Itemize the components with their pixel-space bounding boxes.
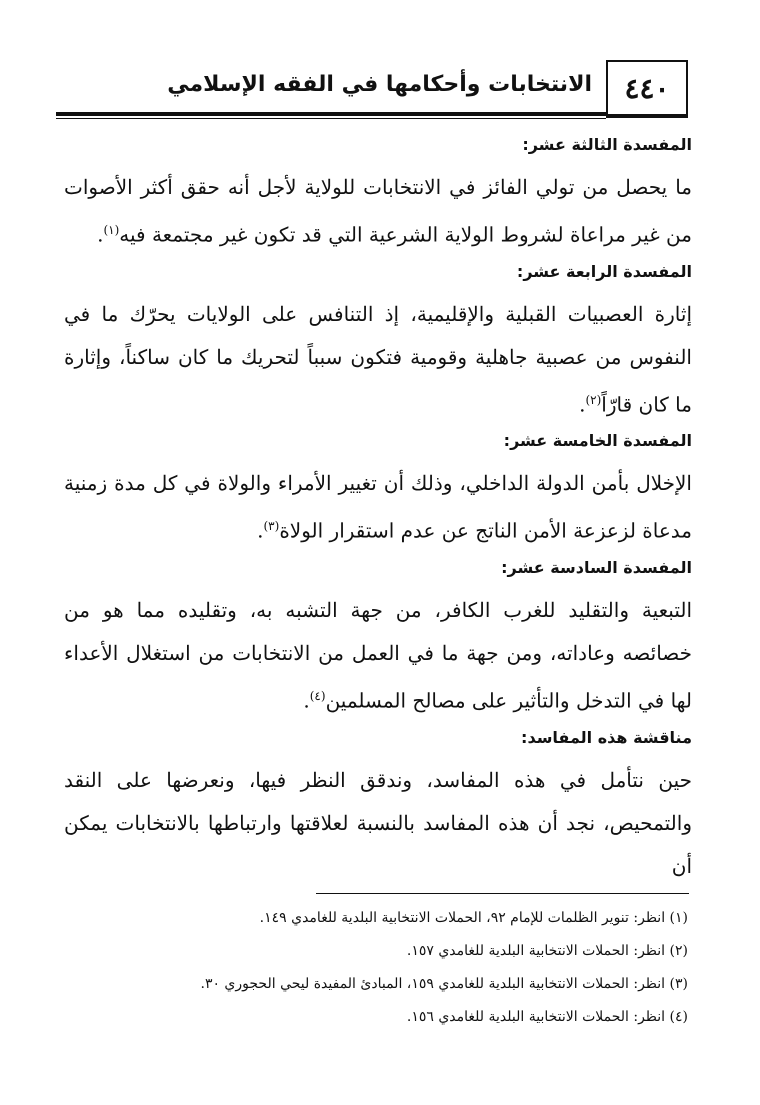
section-paragraph bbox=[64, 759, 692, 888]
footnote-ref: (١) bbox=[103, 223, 120, 237]
paragraph-text: التبعية والتقليد للغرب الكافر، من جهة التشبه به، وتقليده مما هو من خصائصه وعاداته، ومن جهة ما في العمل من الانتخابات من استغلال الأعداء لها في التدخل والتأثير على مصالح المسلمين bbox=[64, 597, 692, 713]
section-paragraph bbox=[64, 293, 692, 427]
paragraph-end: . bbox=[257, 518, 264, 543]
page-number: ٤٤٠ bbox=[606, 60, 688, 118]
paragraph-end: . bbox=[97, 222, 104, 247]
footnote: (١) انظر: تنوير الظلمات للإمام ٩٢، الحملات الانتخابية البلدية للغامدي ١٤٩. bbox=[259, 910, 688, 926]
running-title: الانتخابات وأحكامها في الفقه الإسلامي bbox=[167, 72, 592, 97]
paragraph-text: إثارة العصبيات القبلية والإقليمية، إذ التنافس على الولايات يحرّك ما في النفوس من عصبية جاهلية وقومية فتكون سبباً لتحريك ما كان ساكناً، وإثارة ما كان قارّاً bbox=[64, 301, 692, 417]
section-heading: المفسدة الثالثة عشر: bbox=[522, 135, 692, 154]
section-heading: المفسدة السادسة عشر: bbox=[501, 557, 692, 577]
section-heading: مناقشة هذه المفاسد: bbox=[521, 727, 692, 747]
footnote: (٣) انظر: الحملات الانتخابية البلدية للغامدي ١٥٩، المبادئ المفيدة ليحي الحجوري ٣٠. bbox=[200, 976, 688, 992]
main-text bbox=[64, 132, 692, 888]
section bbox=[64, 428, 692, 553]
section bbox=[64, 132, 692, 257]
paragraph-text: الإخلال بأمن الدولة الداخلي، وذلك أن تغيير الأمراء والولاة في كل مدة زمنية مدعاة لزعزعة الأمن الناتج عن عدم استقرار الولاة bbox=[64, 471, 692, 543]
section bbox=[64, 259, 692, 427]
section-heading: المفسدة الخامسة عشر: bbox=[503, 431, 692, 451]
footnotes bbox=[64, 902, 688, 1034]
section-paragraph bbox=[64, 589, 692, 723]
running-header bbox=[56, 60, 688, 122]
footnote-ref: (٢) bbox=[585, 392, 602, 407]
footnote-separator bbox=[316, 893, 689, 894]
paragraph-end: . bbox=[303, 688, 310, 713]
paragraph-text: ما يحصل من تولي الفائز في الانتخابات للولاية لأجل أنه حقق أكثر الأصوات من غير مراعاة لشروط الولاية الشرعية التي قد تكون غير مجتمعة فيه bbox=[64, 175, 692, 247]
section bbox=[64, 555, 692, 723]
footnote-ref: (٤) bbox=[309, 688, 326, 703]
paragraph-end: . bbox=[579, 392, 586, 417]
section-paragraph bbox=[64, 462, 692, 553]
section-heading: المفسدة الرابعة عشر: bbox=[516, 261, 692, 281]
section-paragraph bbox=[64, 166, 692, 257]
header-rule-thin bbox=[56, 118, 606, 119]
paragraph-text: حين نتأمل في هذه المفاسد، وندقق النظر فيها، ونعرضها على النقد والتمحيص، نجد أن هذه المفاسد بالنسبة لعلاقتها وارتباطها بالانتخابات يمكن أن bbox=[64, 767, 692, 878]
footnote: (٤) انظر: الحملات الانتخابية البلدية للغامدي ١٥٦. bbox=[406, 1009, 688, 1025]
header-rule bbox=[56, 112, 606, 116]
section bbox=[64, 725, 692, 888]
footnote-ref: (٣) bbox=[263, 519, 280, 534]
footnote: (٢) انظر: الحملات الانتخابية البلدية للغامدي ١٥٧. bbox=[406, 943, 688, 959]
